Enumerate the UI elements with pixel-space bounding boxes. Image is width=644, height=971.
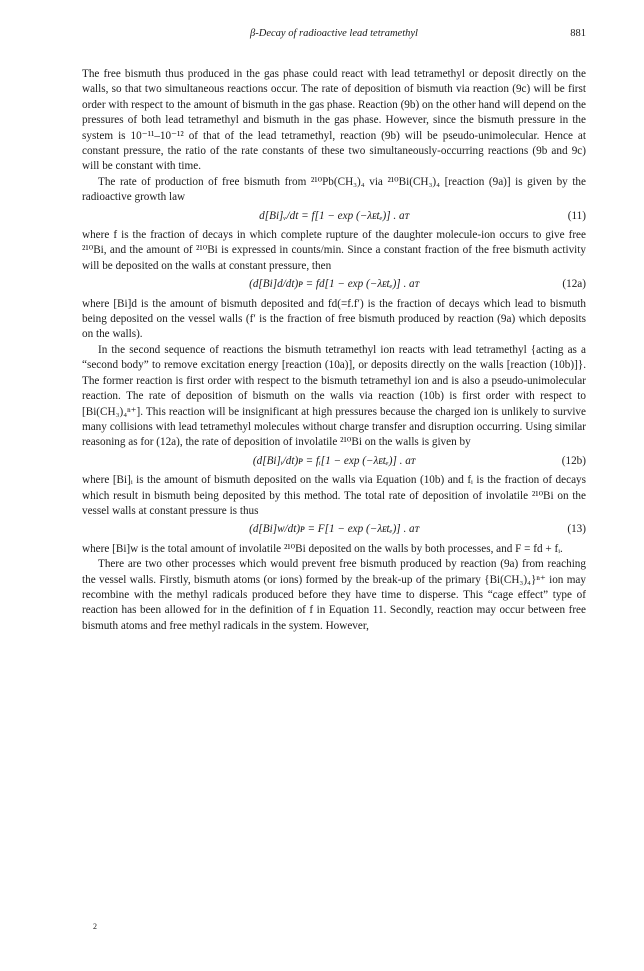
running-title: β-Decay of radioactive lead tetramethyl — [250, 28, 418, 39]
equation-number: (11) — [567, 209, 586, 222]
equation-expression: (d[Bi]ᵢ/dt)ᴘ = fᵢ[1 − exp (−λᴇtₑ)] . aᴛ — [252, 454, 416, 467]
equation-12b — [82, 454, 586, 469]
equation-13 — [82, 522, 586, 537]
equation-expression: (d[Bi]w/dt)ᴘ = F[1 − exp (−λᴇtₑ)] . aᴛ — [249, 523, 419, 536]
equation-number: (13) — [567, 523, 586, 536]
paragraph: In the second sequence of reactions the bismuth tetramethyl ion reacts with lead tetramethyl {acting as a “second body” to remove excitation energy [reaction (10a)], or deposits directly on the walls [reaction (10b)]}. The former reaction is first order with respect to the bismuth tetramethyl ion and is also a pseudo-unimolecular reaction. The rate of deposition of bismuth on the walls via reaction (10b) is first order with respect to [Bi(CH₃)₄ⁿ⁺]. This reaction will be insignificant at high pressures because the charged ion is unlikely to survive many collisions with lead tetramethyl molecules without charge transfer and disruption occurring. Using similar reasoning as for (12a), the rate of deposition of involatile ²¹⁰Bi on the walls is given by — [82, 343, 586, 449]
equation-expression: (d[Bi]d/dt)ᴘ = fd[1 − exp (−λᴇtₑ)] . aᴛ — [249, 278, 419, 291]
paragraph: where [Bi]w is the total amount of involatile ²¹⁰Bi deposited on the walls by both processes, and F = fd + fᵢ. — [82, 542, 563, 555]
body-text — [82, 67, 586, 634]
paragraph: where f is the fraction of decays in which complete rupture of the daughter molecule-ion occurs to give free ²¹⁰Bi, and the amount of ²¹⁰Bi is expressed in counts/min. Since a constant fraction of the free bismuth activity will be deposited on the walls at constant pressure, then — [82, 229, 586, 272]
signature-mark: 2 — [93, 922, 97, 931]
paragraph: where [Bi]ᵢ is the amount of bismuth deposited on the walls via Equation (10b) and fᵢ is the fraction of decays which result in bismuth being deposited by this method. The total rate of deposition of involatile ²¹⁰Bi on the vessel walls at constant pressure is thus — [82, 474, 586, 517]
equation-number: (12b) — [561, 454, 586, 467]
paragraph: where [Bi]d is the amount of bismuth deposited and fd(=f.f′) is the fraction of decays which lead to bismuth being deposited on the vessel walls (f′ is the fraction of free bismuth produced by reaction (9a) which deposits on the walls). — [82, 297, 586, 341]
equation-expression: d[Bi]ᵥ/dt = f[1 − exp (−λᴇtₑ)] . aᴛ — [259, 209, 409, 222]
paragraph: The free bismuth thus produced in the gas phase could react with lead tetramethyl or deposit directly on the walls, so that two simultaneous reactions occur. The rate of deposition of bismuth via reaction (9c) will be first order with respect to the amount of bismuth in the gas phase. Reaction (9b) on the other hand will depend on the pressures of both lead tetramethyl and bismuth in the gas phase. However, since the bismuth pressure in the system is 10⁻¹¹–10⁻¹² of that of the lead tetramethyl, reaction (9b) will be pseudo-unimolecular. Hence at constant pressure, the ratio of the rate constants of these two simultaneously-occurring reactions (9b and 9c) will be constant with time. — [82, 68, 586, 173]
paragraph: There are two other processes which would prevent free bismuth produced by reaction (9a) from reaching the vessel walls. Firstly, bismuth atoms (or ions) formed by the break-up of the primary {Bi(CH₃)₄}ⁿ⁺ ion may recombine with the methyl radicals produced before they have time to disperse. This “cage effect” type of reaction has been allowed for in the definition of f in Equation 11. Secondly, reaction may occur between free bismuth atoms and free methyl radicals in the system. However, — [82, 558, 586, 632]
running-header — [82, 28, 586, 44]
equation-11 — [82, 209, 586, 224]
page-number: 881 — [570, 28, 586, 39]
equation-12a — [82, 277, 586, 292]
equation-number: (12a) — [562, 278, 586, 291]
paragraph: The rate of production of free bismuth from ²¹⁰Pb(CH₃)₄ via ²¹⁰Bi(CH₃)₄ [reaction (9a)] is given by the radioactive growth law — [82, 175, 586, 204]
